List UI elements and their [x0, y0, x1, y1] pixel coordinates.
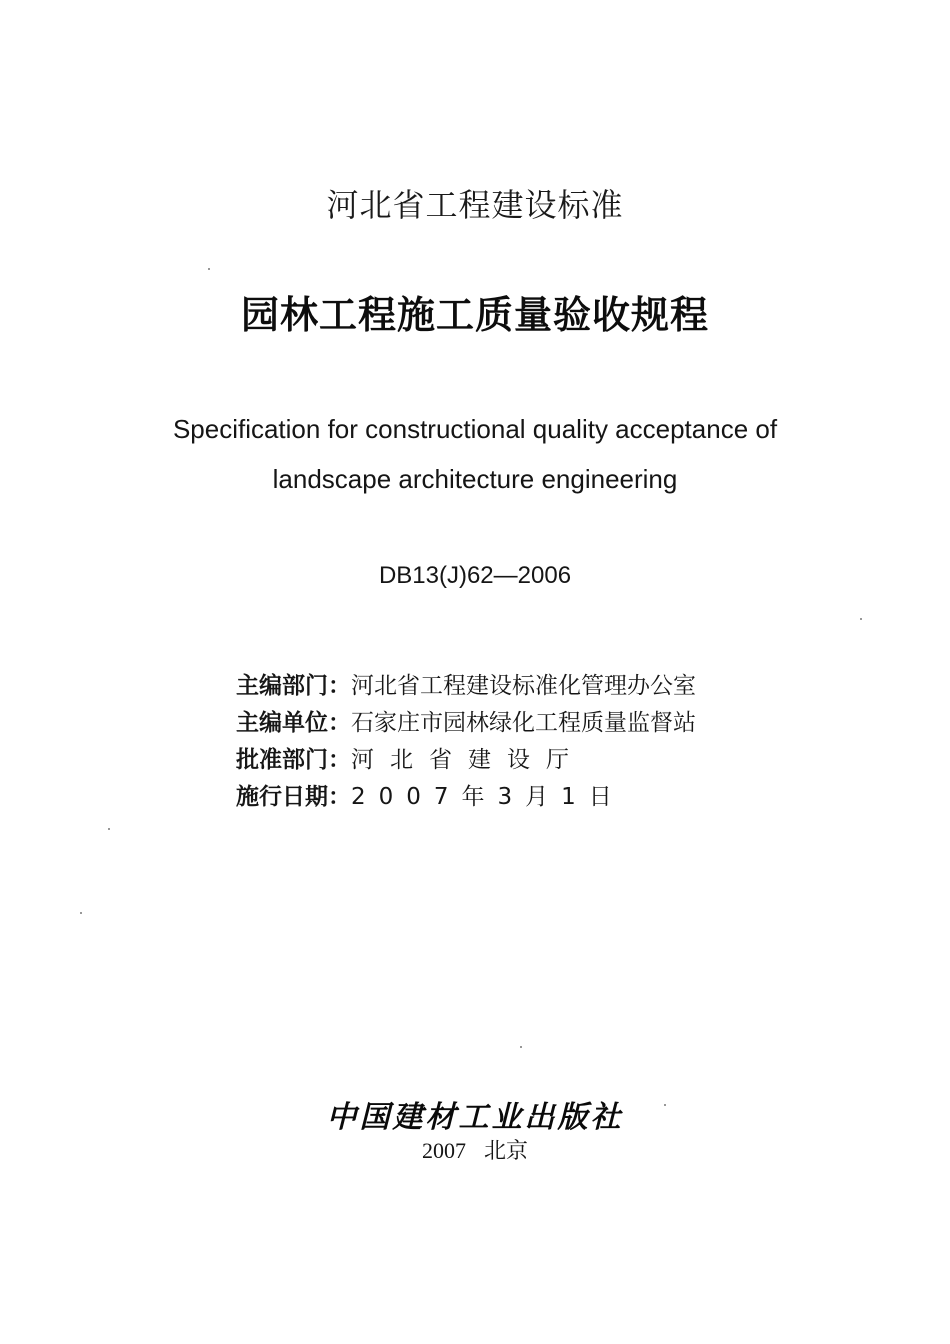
info-label: 批准部门：: [236, 747, 351, 773]
scan-speck: [108, 828, 110, 830]
publication-year-and-city: [0, 1134, 950, 1165]
info-row-chief-unit: [236, 705, 696, 742]
english-title: [0, 404, 950, 504]
publication-year: 2007: [421, 1138, 466, 1163]
info-value: 2007年3月1日: [351, 784, 625, 810]
info-label: 主编部门：: [236, 673, 351, 699]
standard-series-heading: 河北省工程建设标准: [326, 186, 624, 224]
scan-speck: [208, 268, 210, 270]
document-title: 园林工程施工质量验收规程: [240, 292, 709, 337]
info-label: 主编单位：: [236, 710, 351, 736]
english-title-line-2: landscape architecture engineering: [272, 464, 678, 494]
info-row-approval-department: [236, 742, 696, 779]
scan-speck: [520, 1046, 522, 1048]
scan-speck: [80, 912, 82, 914]
info-label: 施行日期：: [236, 784, 351, 810]
info-value: 河北省工程建设标准化管理办公室: [351, 673, 696, 699]
info-row-effective-date: [236, 779, 696, 816]
publication-city: 北京: [483, 1138, 528, 1163]
info-value: 河北省建设厅: [351, 747, 585, 773]
info-value: 石家庄市园林绿化工程质量监督站: [351, 710, 696, 736]
scan-speck: [860, 618, 862, 620]
standard-code: DB13(J)62—2006: [378, 562, 572, 589]
info-row-chief-department: [236, 668, 696, 705]
publisher-name: 中国建材工业出版社: [326, 1100, 624, 1135]
document-info-block: [236, 668, 696, 816]
english-title-line-1: Specification for constructional quality acceptance of: [172, 414, 778, 444]
scan-speck: [664, 1104, 666, 1106]
